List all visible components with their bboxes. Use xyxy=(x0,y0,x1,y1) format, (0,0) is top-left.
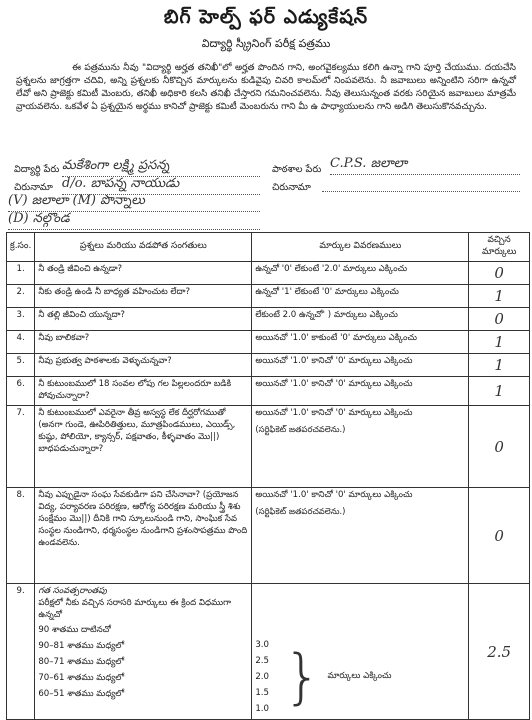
row-mark[interactable] xyxy=(469,488,530,584)
grade-item: 60–51 శాతము మధ్యలో xyxy=(38,689,125,699)
student-name-label: విద్యార్థి పేరు xyxy=(14,164,60,175)
table-row xyxy=(7,406,530,488)
address-line-2[interactable]: (V) జలాలా (M) పొన్నాలు xyxy=(8,193,260,212)
row-mark[interactable] xyxy=(469,584,530,720)
row-rule: అయినచో '1.0' కానిచో '0' మార్కులు ఎక్కించు xyxy=(252,354,469,377)
row-number: 7. xyxy=(7,406,35,488)
row-number: 1. xyxy=(7,262,35,285)
table-row xyxy=(7,308,530,331)
row-question: నీ తల్లి జీవించి యున్నదా? xyxy=(35,308,252,331)
question-text: పరీక్షలో నీకు వచ్చిన సరాసరి మార్కులు ఈ క్రింద విధముగా ఉన్నచో xyxy=(38,598,232,620)
mark-value: 1 xyxy=(494,287,504,305)
table-row xyxy=(7,354,530,377)
table-row xyxy=(7,331,530,354)
table-row xyxy=(7,262,530,285)
points-item: 3.0 xyxy=(255,640,269,650)
row-rule: అయినచో '1.0' కాకుంటే '0' మార్కులు ఎక్కించు xyxy=(252,331,469,354)
points-item: 1.0 xyxy=(255,704,269,714)
row-rule: లేకుంటే 2.0 ఉన్నచో' ) మార్కులు ఎక్కించు xyxy=(252,308,469,331)
grade-item: 70–61 శాతము మధ్యలో xyxy=(38,673,125,683)
school-address-field[interactable] xyxy=(322,190,520,192)
row-question: నీవు బాలికవా? xyxy=(35,331,252,354)
address-line-1[interactable]: d/o. బాపన్న నాయుడు xyxy=(62,176,260,195)
col-header-serial: క్ర.సం. xyxy=(7,233,35,262)
form-title: బిగ్ హెల్ప్ ఫర్ ఎడ్యుకేషన్ xyxy=(163,6,369,28)
question-title: గత సంవత్సరాంతపు xyxy=(38,586,107,596)
col-header-question: ప్రశ్నలు మరియు వడపోత సంగతులు xyxy=(35,233,252,262)
col-header-rule: మార్కుల వివరణములు xyxy=(252,233,469,262)
row-question: నీవు ప్రభుత్వ పాఠశాలకు వెళ్ళుచున్నవా? xyxy=(35,354,252,377)
mark-value: 0 xyxy=(494,526,504,545)
mark-value: 0 xyxy=(494,264,504,282)
row-rule xyxy=(252,406,469,488)
table-row xyxy=(7,584,530,720)
row-rule xyxy=(252,488,469,584)
school-name-field[interactable]: C.P.S. జలాలా xyxy=(330,156,520,175)
certificate-note: (సర్టిఫికెట్ జతపరచవలెను.) xyxy=(255,506,346,516)
row-rule: ఉన్నచో '0' లేకుంటే '2.0' మార్కులు ఎక్కించు xyxy=(252,262,469,285)
row-question xyxy=(35,584,252,720)
table-row xyxy=(7,285,530,308)
points-item: 2.0 xyxy=(255,672,269,682)
row-rule: అయినచో '1.0' కానిచో '0' మార్కులు ఎక్కించు xyxy=(252,377,469,406)
mark-value: 1 xyxy=(494,356,504,374)
instructions xyxy=(16,62,516,114)
row-rule: ఉన్నచో '1' లేకుంటే '0' మార్కులు ఎక్కించు xyxy=(252,285,469,308)
row-question: నీ కుటుంబములో ఎవరైనా తీవ్ర అస్వస్థ లేక దీర్ఘరోగముతో (అనగా గుండె, ఊపిరితిత్తులు, మూత్రపిండములు, ఎయిడ్స్, కుష్ఠు, పోలియో, క్యాన్సర్, పక్షవాతం, కీళ్ళవాతం మొ||) బాధపడుచున్నారా? xyxy=(35,406,252,488)
mark-value: 1 xyxy=(494,382,504,400)
row-number: 4. xyxy=(7,331,35,354)
row-rule-text: మార్కులు ఎక్కించు xyxy=(327,671,392,681)
row-mark[interactable] xyxy=(469,285,530,308)
grade-list xyxy=(38,622,248,702)
school-address-label: చిరునామా xyxy=(272,182,311,193)
mark-value: 0 xyxy=(494,310,504,328)
row-mark[interactable] xyxy=(469,377,530,406)
grade-item: 90–81 శాతము మధ్యలో xyxy=(38,641,125,651)
row-question: నీ తండ్రి జీవించి ఉన్నడా? xyxy=(35,262,252,285)
table-row xyxy=(7,377,530,406)
row-mark[interactable] xyxy=(469,308,530,331)
row-mark[interactable] xyxy=(469,406,530,488)
row-rule-text: అయినచో '1.0' కానిచో '0' మార్కులు ఎక్కించు xyxy=(255,490,413,500)
form-subtitle: విద్యార్థి స్క్రీనింగ్ పరీక్ష పత్రము xyxy=(201,37,331,50)
student-name-field[interactable]: మకేశింగా లక్ష్మి ప్రసన్న xyxy=(62,158,260,177)
screening-table xyxy=(6,232,530,720)
row-question: నీవు ఎప్పుడైనా సంఘ సేవకుడిగా పని చేసినావా? (ప్రయోజన విద్య, పర్యావరణ పరిరక్షణ, ఆరోగ్య పరిరక్షణ మరియు స్త్రీ శిశు సంక్షేమం మొ||) దీనికి గాని స్కూలునుండి గాని, సాంఘిక సేవ సంస్థల నుండిగాని, ధర్మసంస్థల నుండిగాని ప్రశంసాపత్రము పొంది ఉండవలెను. xyxy=(35,488,252,584)
instructions-text: ఈ పత్రమును నీవు "విద్యార్థి అర్హత తనిఖీ"లో అర్హత పొందిన గాని, అంగవైకల్యము కలిగి ఉన్నా గాని పూర్తి చేయుము. దయచేసి ప్రశ్నలను జాగ్రత్తగా చదివి, అన్ని ప్రశ్నలకు నీకొచ్చిన మార్కులను కుడివైపు చివరి కాలమ్‌లో నింపవలెను. నీ జవాబులు అన్నింటిని సరిగా ఉన్నవో లేవో అని ప్రాజెక్టు కమిటీ మెంబరు, తనిఖీ అధికారి కలసి తనిఖీ చేస్తారని గమనించవలెను. నీవు తెలుసున్నంత వరకు సరియైన జవాబులు మాత్రమే వ్రాయవలెను. ఒకవేళ ఏ ప్రశ్నయైన అర్థము కానిచో ప్రాజెక్టు కమిటీ మెంబరును గాని మీ ఉ పాధ్యాయులను గాని అడిగి తెలుసుకొనవచ్చును. xyxy=(16,63,516,112)
row-question: నీకు తండ్రి ఉండి నీ బాధ్యత వహించుట లేదా? xyxy=(35,285,252,308)
table-row xyxy=(7,488,530,584)
points-list xyxy=(255,637,283,717)
row-rule-text: అయినచో '1.0' కానిచో '0' మార్కులు ఎక్కించు xyxy=(255,408,413,418)
points-item: 2.5 xyxy=(255,656,269,666)
points-item: 1.5 xyxy=(255,688,269,698)
col-header-marks: వచ్చిన మార్కులు xyxy=(469,233,530,262)
row-number: 5. xyxy=(7,354,35,377)
school-name-label: పాఠశాల పేరు xyxy=(272,164,322,175)
curly-brace-icon: } xyxy=(283,642,322,712)
row-rule xyxy=(252,584,469,720)
row-number: 9. xyxy=(7,584,35,720)
row-number: 6. xyxy=(7,377,35,406)
table-header-row xyxy=(7,233,530,262)
row-mark[interactable] xyxy=(469,331,530,354)
certificate-note: (సర్టిఫికెట్ జతపరచవలెను.) xyxy=(255,424,346,434)
mark-value: 1 xyxy=(494,333,504,351)
row-mark[interactable] xyxy=(469,354,530,377)
row-question: నీ కుటుంబములో 18 సంవల లోపు గల పిల్లలందరూ బడికి పోవుచున్నారా? xyxy=(35,377,252,406)
address-label: చిరునామా xyxy=(14,182,53,193)
row-number: 2. xyxy=(7,285,35,308)
address-line-3[interactable]: (D) నల్గొండ xyxy=(8,211,260,230)
row-number: 8. xyxy=(7,488,35,584)
mark-value: 0 xyxy=(494,437,504,456)
grade-item: 80–71 శాతము మధ్యలో xyxy=(38,657,125,667)
row-mark[interactable] xyxy=(469,262,530,285)
row-number: 3. xyxy=(7,308,35,331)
mark-value: 2.5 xyxy=(487,642,512,661)
grade-item: 90 శాతము దాటినచో xyxy=(38,625,111,635)
